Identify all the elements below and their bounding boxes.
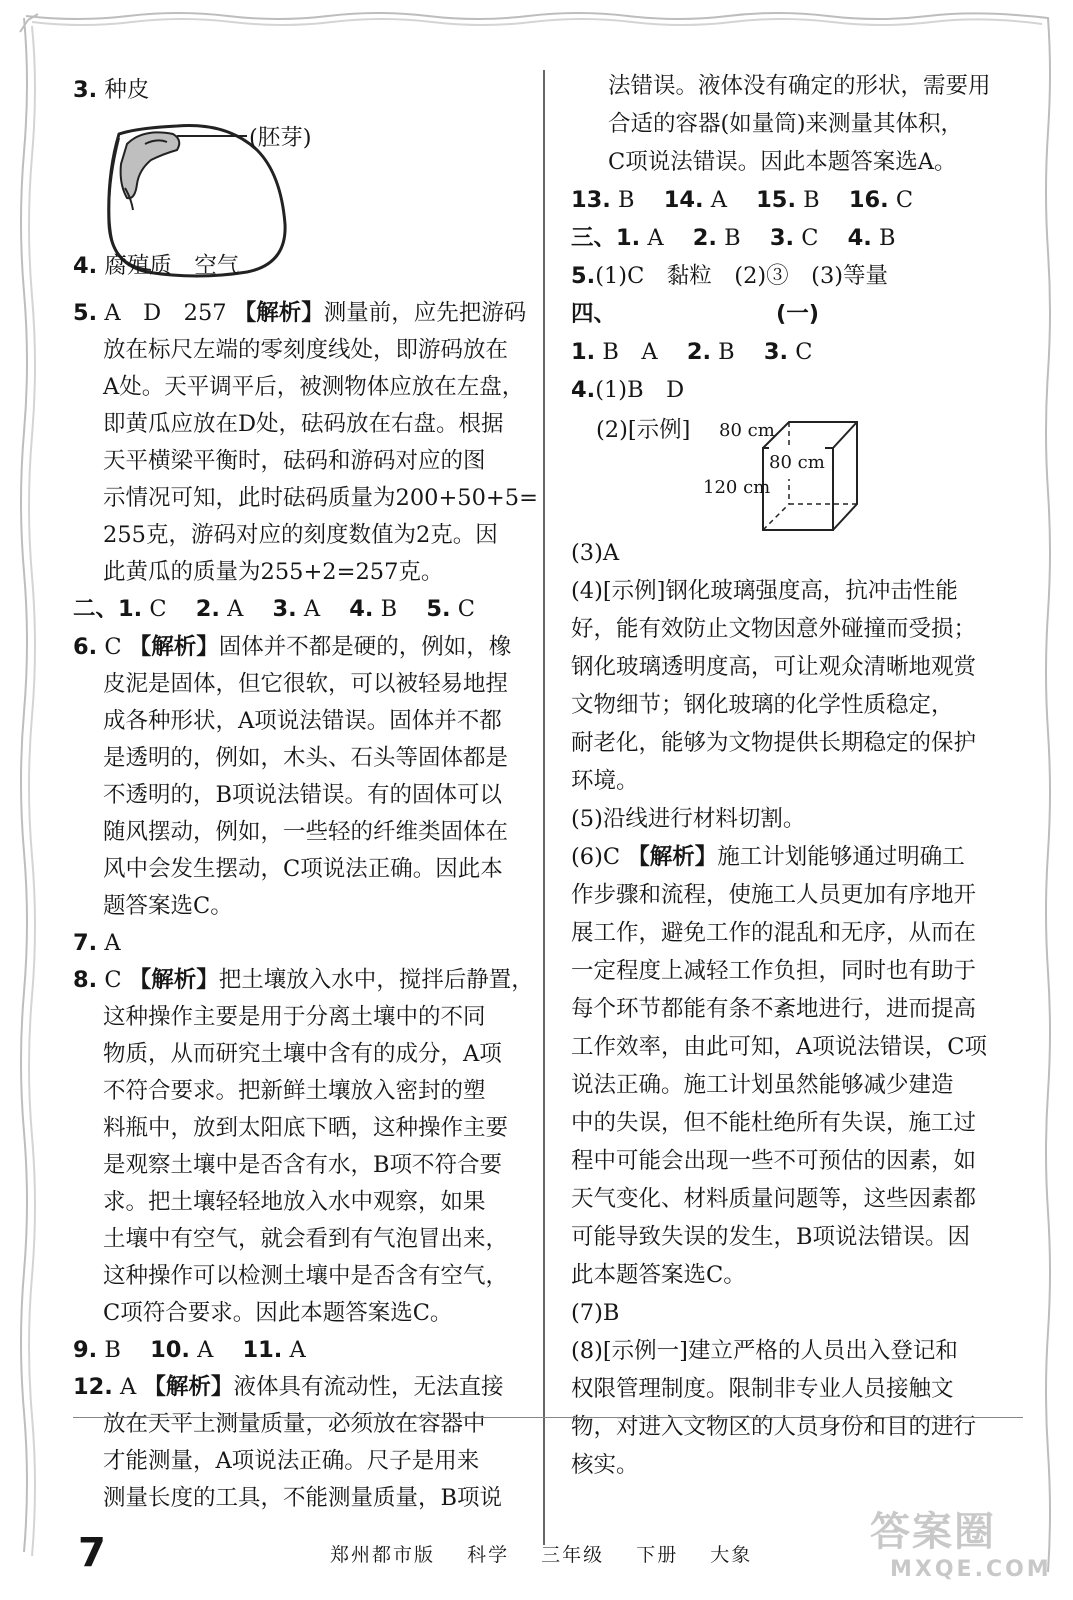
cuboid-depth-label: 80 cm [769,447,825,479]
s4-q4-part8-line: (8)[示例一]建立严格的人员出入登记和 [571,1338,958,1364]
q8-line: 求。把土壤轻轻地放入水中观察，如果 [103,1189,486,1215]
s4-q4-part6-line: 每个环节都能有条不紊地进行，进而提高 [571,996,977,1022]
s4-q4-part6-answer: (6)C [571,844,621,870]
section-4-subheading: (一) [776,301,820,327]
q6-first-line [73,631,511,663]
item-answer: A [227,596,244,622]
s4-q4-part8-line: 物，对进入文物区的人员身份和目的进行 [571,1414,977,1440]
q5-analysis-tag: 【解析】 [233,300,324,326]
q8-line: 这种操作可以检测土壤中是否含有空气， [103,1263,509,1289]
q5-line: 放在标尺左端的零刻度线处，即游码放在 [103,337,509,363]
cuboid-height-label: 120 cm [703,477,771,498]
q5-first-line [73,297,526,329]
item-answer: C [149,596,167,622]
q4 [73,250,239,282]
q5-label: 5. [73,300,98,326]
item-answer: C [801,225,819,251]
s4-q4-label: 4. [571,377,596,403]
q8-line: 是观察土壤中是否含有水，B项不符合要 [103,1152,503,1178]
s4-q4-part6-line: 可能导致失误的发生，B项说法错误。因 [571,1224,971,1250]
item-num: 10. [150,1337,190,1363]
item-answer: A [197,1337,214,1363]
q7 [73,927,121,959]
section-3-q5-label: 5. [571,263,596,289]
q9-11-answers [73,1334,306,1366]
s4-q4-part4-line: 耐老化，能够为文物提供长期稳定的保护 [571,730,977,756]
s4-q4-part4-line: (4)[示例]钢化玻璃强度高，抗冲击性能 [571,578,958,604]
q6-line: 题答案选C。 [103,893,233,919]
s4-q4-part6-line: 施工计划能够通过明确工 [717,844,965,870]
s4-q4-part4-line: 文物细节；钢化玻璃的化学性质稳定， [571,692,954,718]
item-answer: B [724,225,741,251]
q12-continued-line: 合适的容器(如量筒)来测量其体积， [608,111,964,137]
section-4-label: 四、 [571,301,617,327]
watermark-title: 答案圈 [870,1509,996,1555]
q12-analysis-tag: 【解析】 [143,1374,234,1400]
q6-label: 6. [73,634,98,660]
q12-first-line [73,1371,503,1403]
section-3-q5-text: (1)C 黏粒 (2)③ (3)等量 [595,263,889,289]
item-answer: C [795,339,813,365]
q6-line: 不透明的，B项说法错误。有的固体可以 [103,782,503,808]
item-num: 2. [692,225,717,251]
q8-line: 物质，从而研究土壤中含有的成分，A项 [103,1041,502,1067]
item-num: 2. [686,339,712,365]
item-num: 1. [118,596,143,622]
s4-q4-part6-line: 中的失误，但不能杜绝所有失误，施工过 [571,1110,977,1136]
item-answer: C [457,596,475,622]
s4-q4-part6-line: 工作效率，由此可知，A项说法错误，C项 [571,1034,987,1060]
page-number: 7 [78,1530,106,1576]
q8-first-line [73,964,534,996]
q6-line: 是透明的，例如，木头、石头等固体都是 [103,745,509,771]
s4-q4-part6-line: 此本题答案选C。 [571,1262,746,1288]
item-num: 14. [663,187,704,213]
q4-text: 腐殖质 空气 [104,253,240,279]
q13-16-answers [571,184,913,216]
s4-q4-part2: (2)[示例] [596,417,691,443]
s4-q4-part6-line: 展工作，避免工作的混乱和无序，从而在 [571,920,977,946]
s4-q4-part8-line: 核实。 [571,1452,639,1478]
q6-line: 随风摆动，例如，一些轻的纤维类固体在 [103,819,509,845]
item-answer: B [618,187,635,213]
q12-line: 液体具有流动性，无法直接 [233,1374,504,1400]
q12-line: 测量长度的工具，不能测量质量，B项说 [103,1485,503,1511]
item-answer: B [718,339,735,365]
s4-q4-part1 [571,374,684,406]
q8-line: 不符合要求。把新鲜土壤放入密封的塑 [103,1078,486,1104]
s4-q4-part8-line: 权限管理制度。限制非专业人员接触文 [571,1376,954,1402]
q6-analysis-tag: 【解析】 [128,634,219,660]
item-num: 1. [571,339,596,365]
item-num: 11. [242,1337,283,1363]
watermark-url: MXQE.COM [890,1557,1052,1582]
q3-label: 3. [73,77,98,103]
s4-q4-part3: (3)A [571,540,620,566]
footer-subject: 科学 [467,1544,510,1566]
item-num: 4. [847,225,872,251]
q7-answer: A [104,930,121,956]
section-2-answers [73,593,475,625]
item-answer: B [104,1337,121,1363]
q8-answer: C [104,967,122,993]
q5-line: 即黄瓜应放在D处，砝码放在右盘。根据 [103,411,504,437]
footer-volume: 下册 [636,1544,679,1566]
item-num: 16. [848,187,889,213]
s4-q4-part6-line: 天气变化、材料质量问题等，这些因素都 [571,1186,977,1212]
item-answer: B [380,596,398,622]
section-3-answers [571,222,895,254]
q8-line: 土壤中有空气，就会看到有气泡冒出来， [103,1226,509,1252]
q4-label: 4. [73,253,98,279]
section-4-answers [571,336,812,368]
s4-q4-part1-text: (1)B D [595,377,685,403]
q8-line: 这种操作主要是用于分离土壤中的不同 [103,1004,486,1030]
item-num: 3. [769,225,795,251]
s4-q4-part6-line: 作步骤和流程，使施工人员更加有序地开 [571,882,977,908]
bottom-rule [73,1417,1023,1418]
section-4-heading [571,298,616,330]
item-num: 3. [272,596,297,622]
s4-q4-part6-first-line [571,841,965,873]
q6-line: 皮泥是固体，但它很软，可以被轻易地捏 [103,671,509,697]
q5-line: 此黄瓜的质量为255+2=257克。 [103,559,444,585]
q6-answer: C [104,634,122,660]
item-answer: C [895,187,914,213]
s4-q4-part4-line: 环境。 [571,768,639,794]
q12-line: 才能测量，A项说法正确。尺子是用来 [103,1448,480,1474]
q8-analysis-tag: 【解析】 [128,967,219,993]
item-num: 13. [571,187,611,213]
item-answer: A [710,187,727,213]
section-3-q5 [571,260,888,292]
q12-continued-line: 法错误。液体没有确定的形状，需要用 [608,73,991,99]
q12-label: 12. [73,1374,113,1400]
s4-q4-part6-line: 一定程度上减轻工作负担，同时也有助于 [571,958,977,984]
section-3-label: 三、 [571,225,617,251]
footer-info [330,1540,776,1567]
item-num: 9. [73,1337,98,1363]
footer-grade: 三年级 [541,1544,605,1566]
q5-line: A处。天平调平后，被测物体应放在左盘， [103,374,525,400]
q8-line: C项符合要求。因此本题答案选C。 [103,1300,453,1326]
q3-text: 种皮 [104,77,150,103]
watermark-logo [870,1500,1052,1582]
q3 [73,74,149,106]
item-answer: A [289,1337,306,1363]
q6-line: 成各种形状，A项说法错误。固体并不都 [103,708,502,734]
q8-line: 把土壤放入水中，搅拌后静置， [218,967,534,993]
q3-figure-label: (胚芽) [249,125,312,151]
q8-line: 料瓶中，放到太阳底下晒，这种操作主要 [103,1115,509,1141]
item-num: 5. [426,596,451,622]
footer-edition: 郑州都市版 [330,1544,436,1566]
item-num: 4. [349,596,374,622]
item-num: 1. [616,225,641,251]
s4-q4-part4-line: 好，能有效防止文物因意外碰撞而受损； [571,616,977,642]
q7-label: 7. [73,930,98,956]
q5-line: 天平横梁平衡时，砝码和游码对应的图 [103,448,486,474]
s4-q4-part6-line: 程中可能会出现一些不可预估的因素，如 [571,1148,977,1174]
item-num: 3. [763,339,789,365]
cuboid-width-label: 80 cm [719,420,775,441]
s4-q4-part6-analysis-tag: 【解析】 [627,844,718,870]
q5-line: 测量前，应先把游码 [323,300,527,326]
column-divider [543,70,545,1545]
s4-q4-part7: (7)B [571,1300,620,1326]
item-answer: A [647,225,664,251]
q6-line: 固体并不都是硬的，例如，橡 [218,634,512,660]
item-answer: B [878,225,896,251]
s4-q4-part4-line: 钢化玻璃透明度高，可让观众清晰地观赏 [571,654,977,680]
q5-answer: A D 257 [104,300,227,326]
item-num: 15. [756,187,796,213]
q12-answer: A [120,1374,137,1400]
item-answer: B [803,187,820,213]
item-answer: A [303,596,321,622]
q12-line: 放在天平上测量质量，必须放在容器中 [103,1411,486,1437]
item-answer: B A [602,339,658,365]
q5-line: 示情况可知，此时砝码质量为200+50+5= [103,485,538,511]
q6-line: 风中会发生摆动，C项说法正确。因此本 [103,856,503,882]
q5-line: 255克，游码对应的刻度数值为2克。因 [103,522,498,548]
section-2-label: 二、 [73,596,119,622]
item-num: 2. [195,596,220,622]
s4-q4-part5: (5)沿线进行材料切割。 [571,806,806,832]
q8-label: 8. [73,967,98,993]
q12-continued-line: C项说法错误。因此本题答案选A。 [608,149,957,175]
footer-publisher: 大象 [710,1544,753,1566]
s4-q4-part6-line: 说法正确。施工计划虽然能够减少建造 [571,1072,954,1098]
